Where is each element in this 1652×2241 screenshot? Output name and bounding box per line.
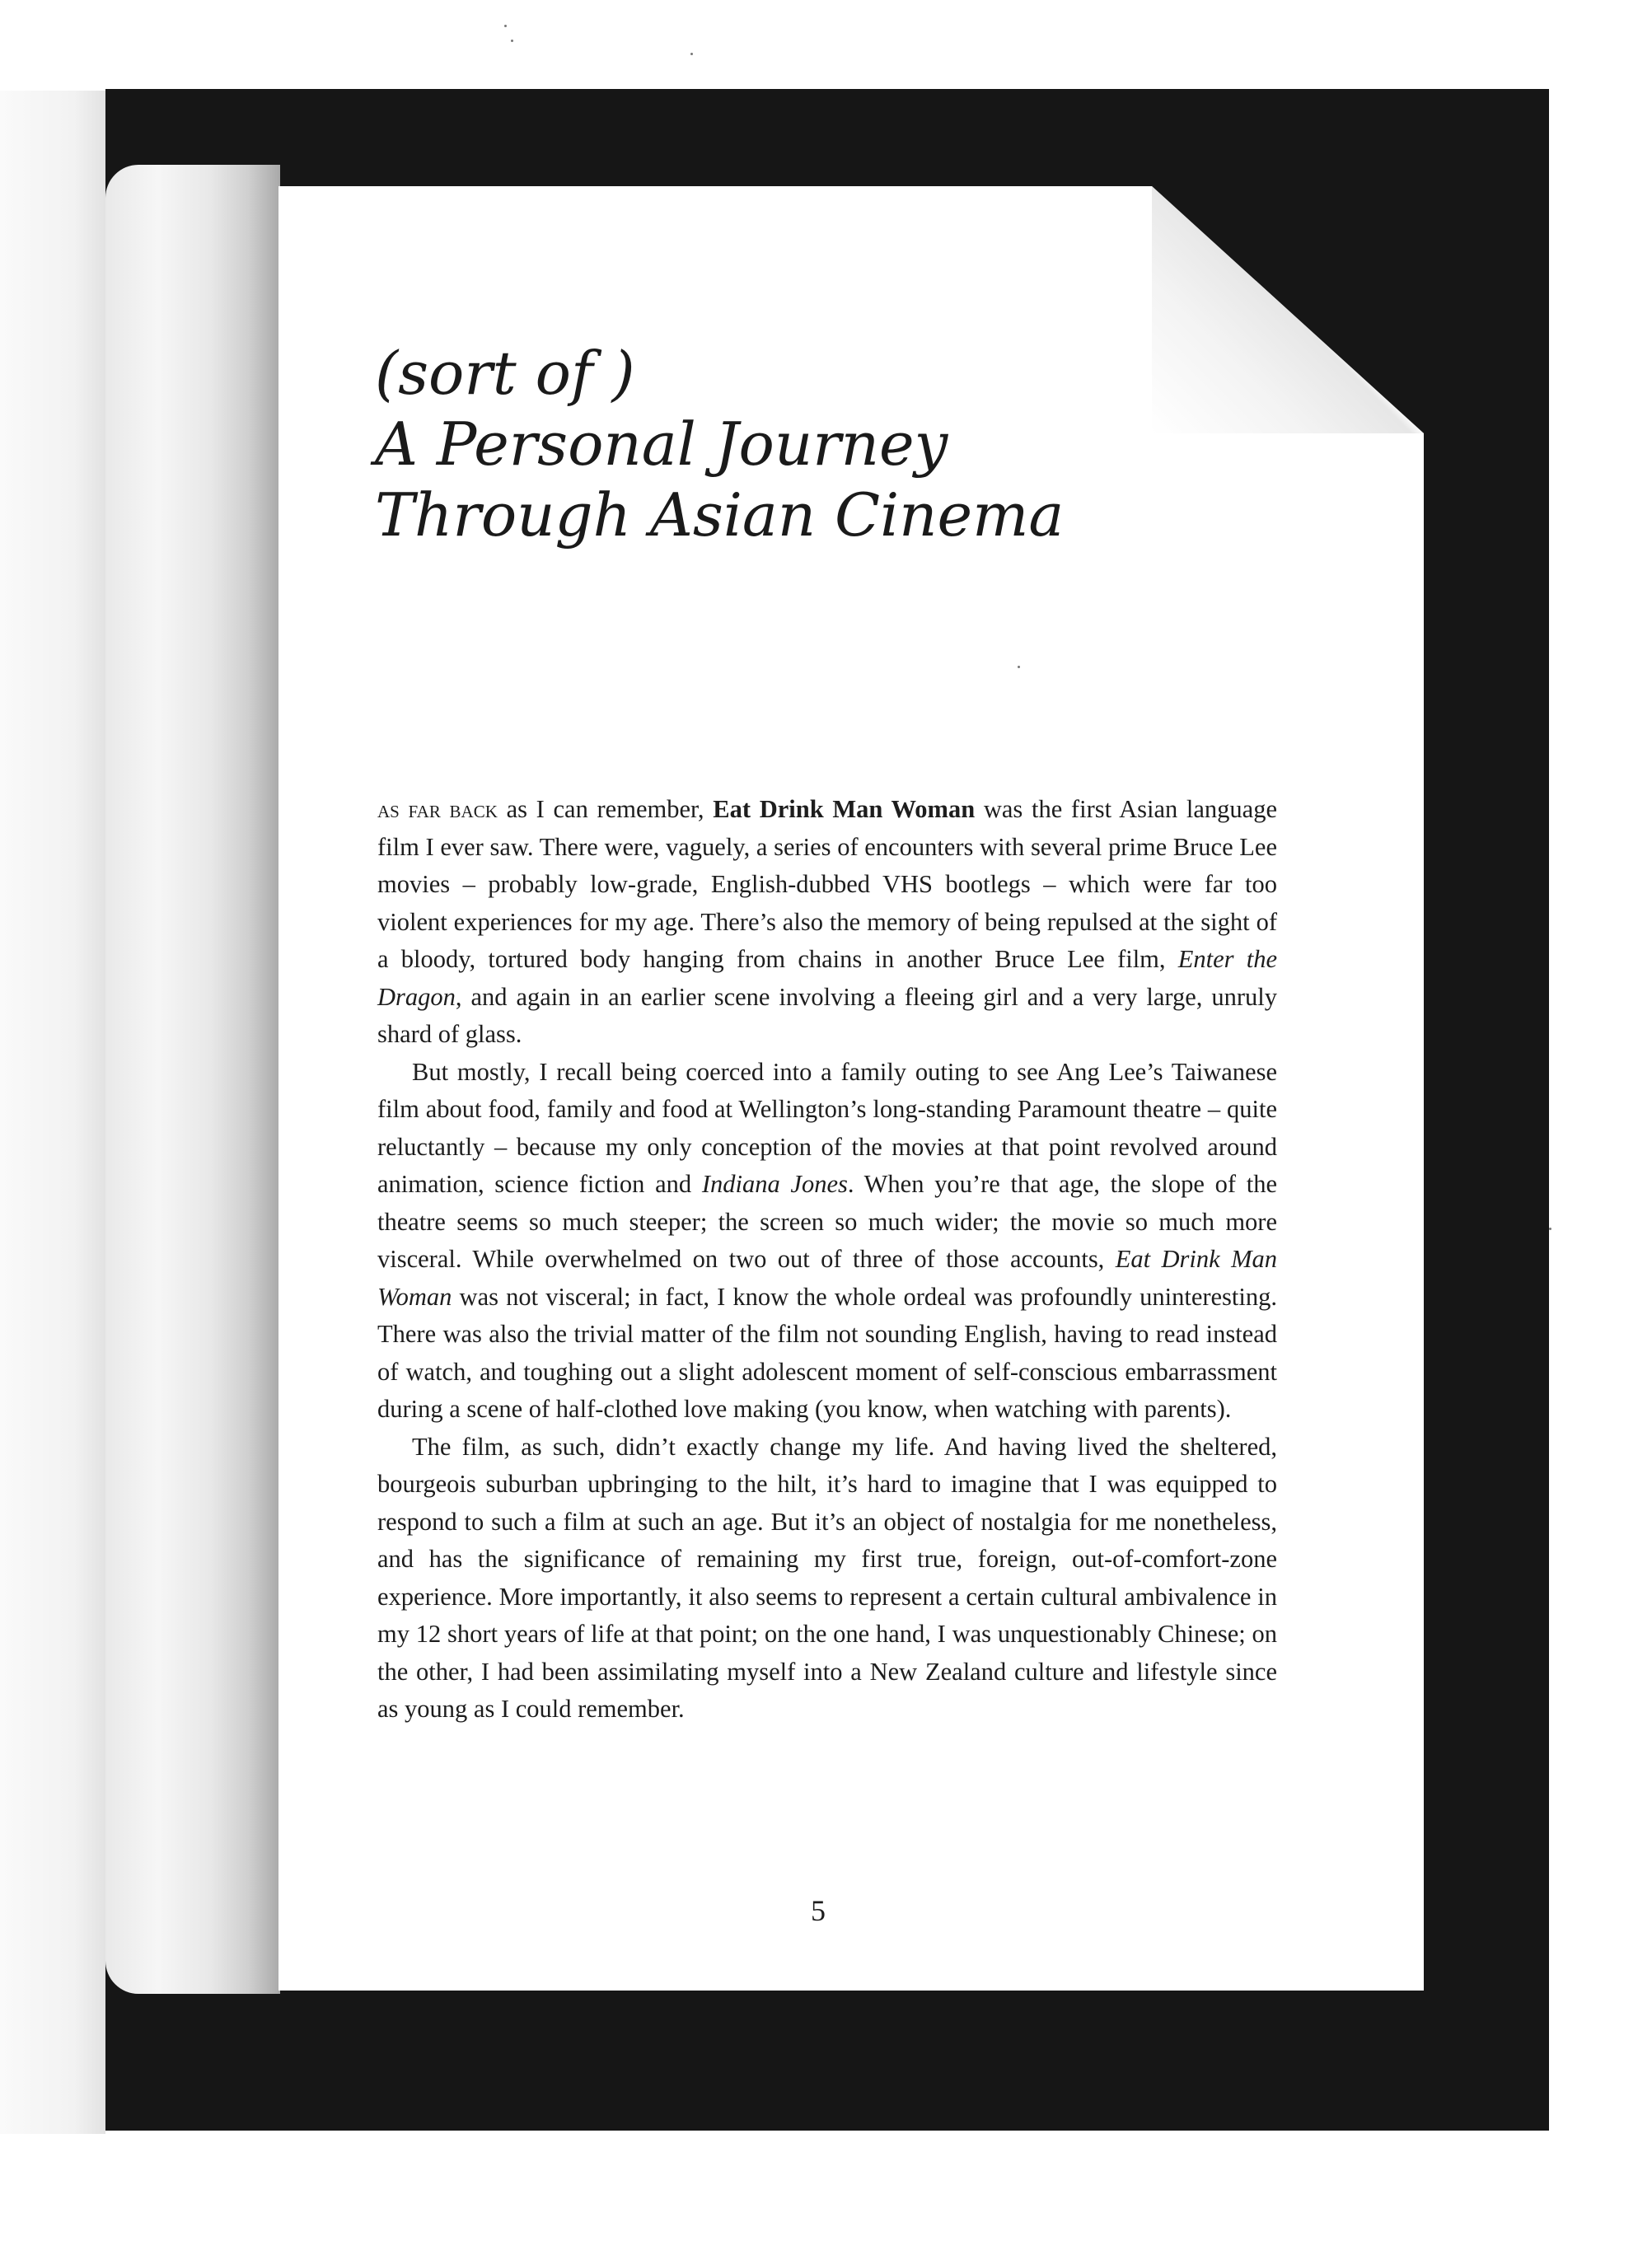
text-run: as I can remember, — [497, 795, 714, 823]
scan-speck — [511, 40, 513, 42]
page-number: 5 — [811, 1894, 826, 1927]
film-title-bold: Eat Drink Man Woman — [713, 795, 976, 823]
chapter-body — [377, 791, 1277, 1729]
text-run: was not visceral; in fact, I know the whole ordeal was profoundly uninteresting. There was also the trivial matter of the film not sounding English, having to read instead of watch, and toughing out a slight adolescent moment of self-conscious embarrassment during a scene of half-clothed love making (you know, when watching with parents). — [377, 1282, 1277, 1423]
film-title-italic: Enter the Dragon — [377, 945, 1277, 1011]
chapter-title-line-3: Through Asian Cinema — [375, 480, 1065, 550]
text-run: The film, as such, didn’t exactly change my life. And having lived the sheltered, bourgeois suburban upbringing to the hilt, it’s hard to imagine that I was equipped to respond to such a film at such an age. But it’s an object of nostalgia for me nonetheless, and has the significance of remaining my first true, foreign, out-of-comfort-zone experience. More importantly, it also seems to represent a certain cultural ambivalence in my 12 short years of life at that point; on the one hand, I was unquestionably Chinese; on the other, I had been assimilating myself into a New Zealand culture and lifestyle since as young as I could remember. — [377, 1432, 1277, 1723]
chapter-title — [375, 338, 1281, 550]
scan-speck — [504, 25, 507, 27]
text-run: was the first Asian language film I ever saw. There were, vaguely, a series of encounters with several prime Bruce Lee movies – probably low-grade, English-dubbed VHS bootlegs – which were far too violent experiences for my age. There’s also the memory of being repulsed at the sight of a bloody, tortured body hanging from chains in another Bruce Lee film, — [377, 795, 1278, 973]
text-run: , and again in an earlier scene involving a fleeing girl and a very large, unruly shard of glass. — [377, 982, 1277, 1048]
chapter-title-line-1: (sort of ) — [375, 339, 635, 408]
film-title-italic: Eat Drink Man Woman — [377, 1245, 1277, 1311]
paragraph — [377, 1429, 1277, 1729]
scan-speck — [690, 53, 693, 55]
paragraph — [377, 1054, 1277, 1429]
scan-speck — [1018, 666, 1020, 668]
opening-small-caps: as far back — [377, 795, 498, 823]
text-run: . When you’re that age, the slope of the theatre seems so much steeper; the screen so much wider; the movie so much more visceral. While overwhelmed on two out of three of those accounts, — [377, 1170, 1277, 1273]
text-run: But mostly, I recall being coerced into a family outing to see Ang Lee’s Taiwanese film about food, family and food at Wellington’s long-standing Paramount theatre – quite reluctantly – because my only conception of the movies at that point revolved around animation, science fiction and — [377, 1057, 1277, 1198]
chapter-title-line-2: A Personal Journey — [375, 409, 948, 479]
paragraph — [377, 791, 1277, 1054]
facing-page-edge — [0, 91, 105, 2134]
scan-speck — [1549, 1228, 1551, 1230]
page-spine-curl — [105, 165, 280, 1994]
film-title-italic: Indiana Jones — [701, 1170, 848, 1198]
